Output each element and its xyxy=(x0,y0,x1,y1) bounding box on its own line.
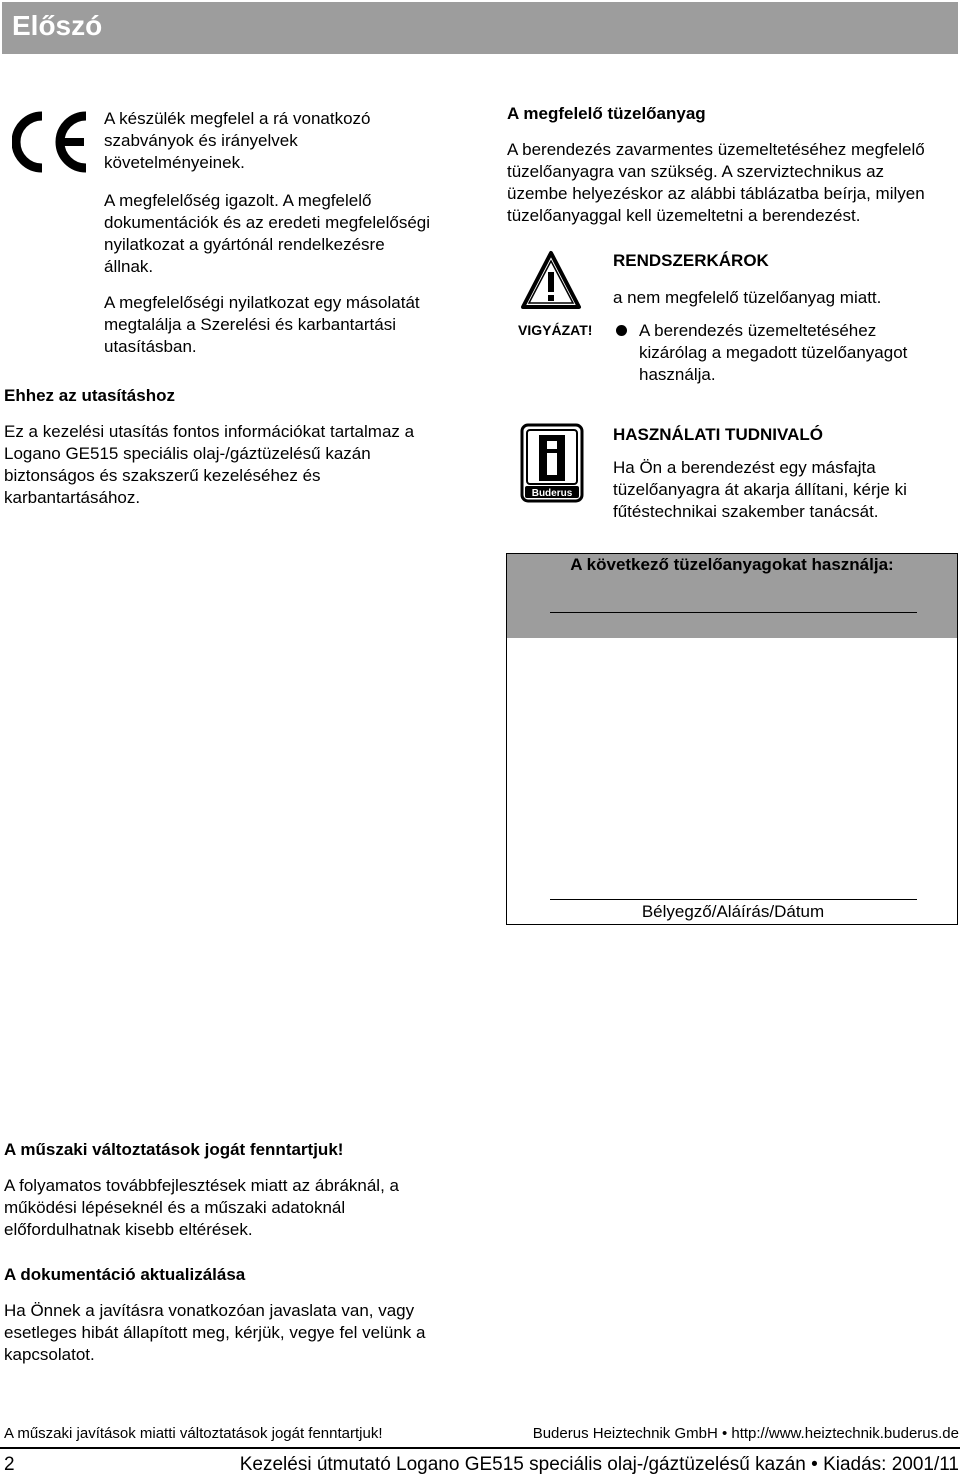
about-line: karbantartásához. xyxy=(4,488,141,507)
warning-line: a nem megfelelő tüzelőanyag miatt. xyxy=(613,288,882,307)
about-text xyxy=(4,421,414,509)
footer-left-note: A műszaki javítások miatti változtatások jogát fenntartjuk! xyxy=(4,1425,383,1442)
fuel-line: A berendezés zavarmentes üzemeltetéséhez megfelelő xyxy=(507,140,925,159)
ce-line: szabványok és irányelvek xyxy=(104,131,298,150)
header-bar xyxy=(2,2,958,54)
buderus-brand: Buderus xyxy=(531,488,573,499)
fuel-entry-box xyxy=(506,553,958,925)
fuel-text xyxy=(507,139,925,227)
fuel-box-header xyxy=(507,554,957,638)
update-text xyxy=(4,1300,425,1366)
ce-conformity-text xyxy=(104,108,370,174)
warning-bullet-line: használja. xyxy=(639,365,716,384)
info-icon xyxy=(520,423,584,503)
fuel-heading: A megfelelő tüzelőanyag xyxy=(507,104,706,123)
changes-line: működési lépéseknél és a műszaki adatoknál xyxy=(4,1198,346,1217)
about-line: biztonságos és szakszerű kezeléséhez és xyxy=(4,466,321,485)
notice-line: fűtéstechnikai szakember tanácsát. xyxy=(613,502,879,521)
warning-bullet-line: A berendezés üzemeltetéséhez xyxy=(639,321,877,340)
fuel-line: tüzelőanyagra van szükség. A szerviztechnikus az xyxy=(507,162,885,181)
fuel-box-title: A következő tüzelőanyagokat használja: xyxy=(570,555,894,574)
warning-title: RENDSZERKÁROK xyxy=(613,251,769,270)
ce-line: megtalálja a Szerelési és karbantartási xyxy=(104,315,396,334)
warning-triangle-icon xyxy=(520,250,582,310)
footer-right-note: Buderus Heiztechnik GmbH • http://www.heiztechnik.buderus.de xyxy=(532,1425,959,1442)
page-number: 2 xyxy=(4,1454,15,1475)
signature-label: Bélyegző/Aláírás/Dátum xyxy=(641,902,825,921)
ce-mark-icon xyxy=(12,110,92,174)
about-heading: Ehhez az utasításhoz xyxy=(4,386,175,405)
update-line: Ha Önnek a javításra vonatkozóan javaslata van, vagy xyxy=(4,1301,415,1320)
notice-line: Ha Ön a berendezést egy másfajta xyxy=(613,458,876,477)
ce-line: követelményeinek. xyxy=(104,153,245,172)
notice-title: HASZNÁLATI TUDNIVALÓ xyxy=(613,425,823,444)
changes-heading: A műszaki változtatások jogát fenntartjuk! xyxy=(4,1140,344,1159)
warning-bullet-line: kizárólag a megadott tüzelőanyagot xyxy=(639,343,908,362)
notice-text xyxy=(613,457,907,523)
ce-line: dokumentációk és az eredeti megfelelőségi xyxy=(104,213,431,232)
ce-certificate-text xyxy=(104,190,430,278)
ce-line: A megfelelőségi nyilatkozat egy másolatát xyxy=(104,293,420,312)
ce-line: A készülék megfelel a rá vonatkozó xyxy=(104,109,371,128)
changes-text xyxy=(4,1175,399,1241)
bullet-icon xyxy=(616,325,627,336)
fuel-entry-line[interactable] xyxy=(550,612,917,613)
document-title: Kezelési útmutató Logano GE515 speciális olaj-/gáztüzelésű kazán • Kiadás: 2001/11 xyxy=(239,1454,959,1475)
warning-bullet-text xyxy=(639,320,907,386)
ce-copy-text xyxy=(104,292,420,358)
fuel-line: tüzelőanyaggal kell üzemeltetni a berendezést. xyxy=(507,206,861,225)
signature-line[interactable] xyxy=(550,899,917,900)
notice-line: tüzelőanyagra át akarja állítani, kérje ki xyxy=(613,480,907,499)
update-line: esetleges hibát állapított meg, kérjük, vegye fel velünk a xyxy=(4,1323,426,1342)
warning-label: VIGYÁZAT! xyxy=(518,322,593,338)
about-line: Logano GE515 speciális olaj-/gáztüzelésű kazán xyxy=(4,444,371,463)
ce-line: állnak. xyxy=(104,257,154,276)
update-heading: A dokumentáció aktualizálása xyxy=(4,1265,246,1284)
ce-line: utasításban. xyxy=(104,337,197,356)
update-line: kapcsolatot. xyxy=(4,1345,95,1364)
page-title: Előszó xyxy=(12,10,103,41)
changes-line: előfordulhatnak kisebb eltérések. xyxy=(4,1220,253,1239)
footer-divider xyxy=(0,1447,960,1449)
ce-line: nyilatkozat a gyártónál rendelkezésre xyxy=(104,235,385,254)
changes-line: A folyamatos továbbfejlesztések miatt az ábráknál, a xyxy=(4,1176,399,1195)
fuel-line: üzembe helyezéskor az alábbi táblázatba beírja, milyen xyxy=(507,184,925,203)
ce-line: A megfelelőség igazolt. A megfelelő xyxy=(104,191,372,210)
about-line: Ez a kezelési utasítás fontos információkat tartalmaz a xyxy=(4,422,415,441)
